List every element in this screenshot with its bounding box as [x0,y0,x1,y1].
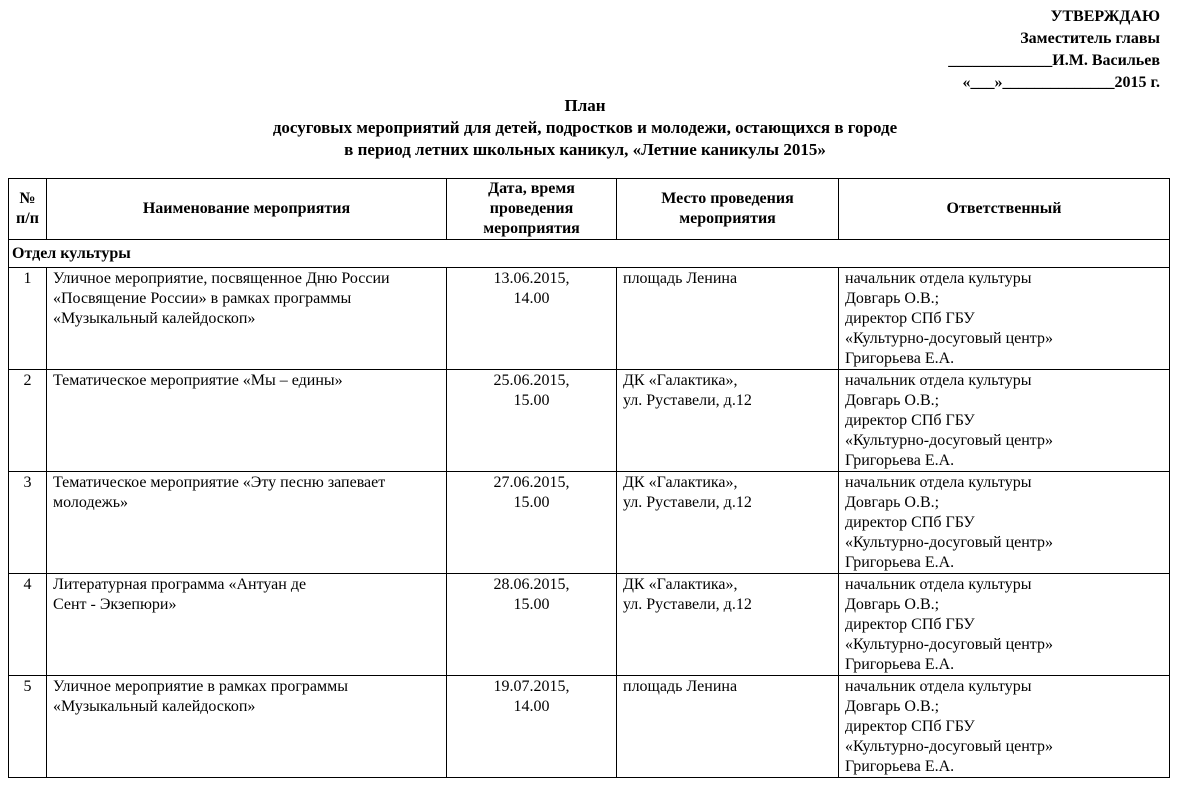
row-num: 3 [9,472,47,574]
section-row [9,240,1170,268]
title-line-3: в период летних школьных каникул, «Летние каникулы 2015» [344,140,826,159]
header-responsible: Ответственный [839,179,1170,240]
row-event-name: Тематическое мероприятие «Мы – едины» [47,370,447,472]
table-row [9,268,1170,370]
approval-position: Заместитель главы [1020,30,1160,47]
row-place: площадь Ленина [617,268,839,370]
header-name: Наименование мероприятия [47,179,447,240]
table-row [9,472,1170,574]
table-row [9,574,1170,676]
approval-signature-line: _____________И.М. Васильев [948,52,1160,69]
header-date: Дата, время проведения мероприятия [447,179,617,240]
row-responsible: начальник отдела культуры Довгарь О.В.; директор СПб ГБУ «Культурно-досуговый центр» Григорьева Е.А. [839,370,1170,472]
row-date: 27.06.2015, 15.00 [447,472,617,574]
row-event-name: Уличное мероприятие, посвященное Дню России «Посвящение России» в рамках программы «Музыкальный калейдоскоп» [47,268,447,370]
row-num: 5 [9,676,47,778]
row-date: 13.06.2015, 14.00 [447,268,617,370]
row-responsible: начальник отдела культуры Довгарь О.В.; директор СПб ГБУ «Культурно-досуговый центр» Григорьева Е.А. [839,574,1170,676]
row-date: 25.06.2015, 15.00 [447,370,617,472]
header-place: Место проведения мероприятия [617,179,839,240]
approval-date-line: «___»______________2015 г. [962,74,1160,91]
row-place: ДК «Галактика», ул. Руставели, д.12 [617,472,839,574]
approval-heading: УТВЕРЖДАЮ [1050,8,1160,25]
row-event-name: Уличное мероприятие в рамках программы «Музыкальный калейдоскоп» [47,676,447,778]
document-title [0,95,1170,161]
table-row [9,676,1170,778]
row-responsible: начальник отдела культуры Довгарь О.В.; директор СПб ГБУ «Культурно-досуговый центр» Григорьева Е.А. [839,676,1170,778]
row-event-name: Тематическое мероприятие «Эту песню запевает молодежь» [47,472,447,574]
row-num: 1 [9,268,47,370]
header-num: № п/п [9,179,47,240]
row-responsible: начальник отдела культуры Довгарь О.В.; директор СПб ГБУ «Культурно-досуговый центр» Григорьева Е.А. [839,268,1170,370]
row-date: 28.06.2015, 15.00 [447,574,617,676]
row-place: площадь Ленина [617,676,839,778]
title-line-2: досуговых мероприятий для детей, подростков и молодежи, остающихся в городе [272,118,898,137]
events-table [8,178,1170,778]
table-header-row [9,179,1170,240]
approval-block [948,6,1160,94]
section-title: Отдел культуры [9,240,1170,268]
row-place: ДК «Галактика», ул. Руставели, д.12 [617,574,839,676]
row-place: ДК «Галактика», ул. Руставели, д.12 [617,370,839,472]
row-event-name: Литературная программа «Антуан де Сент - Экзепюри» [47,574,447,676]
row-num: 2 [9,370,47,472]
row-num: 4 [9,574,47,676]
title-line-1: План [564,96,606,115]
row-responsible: начальник отдела культуры Довгарь О.В.; директор СПб ГБУ «Культурно-досуговый центр» Григорьева Е.А. [839,472,1170,574]
table-row [9,370,1170,472]
row-date: 19.07.2015, 14.00 [447,676,617,778]
